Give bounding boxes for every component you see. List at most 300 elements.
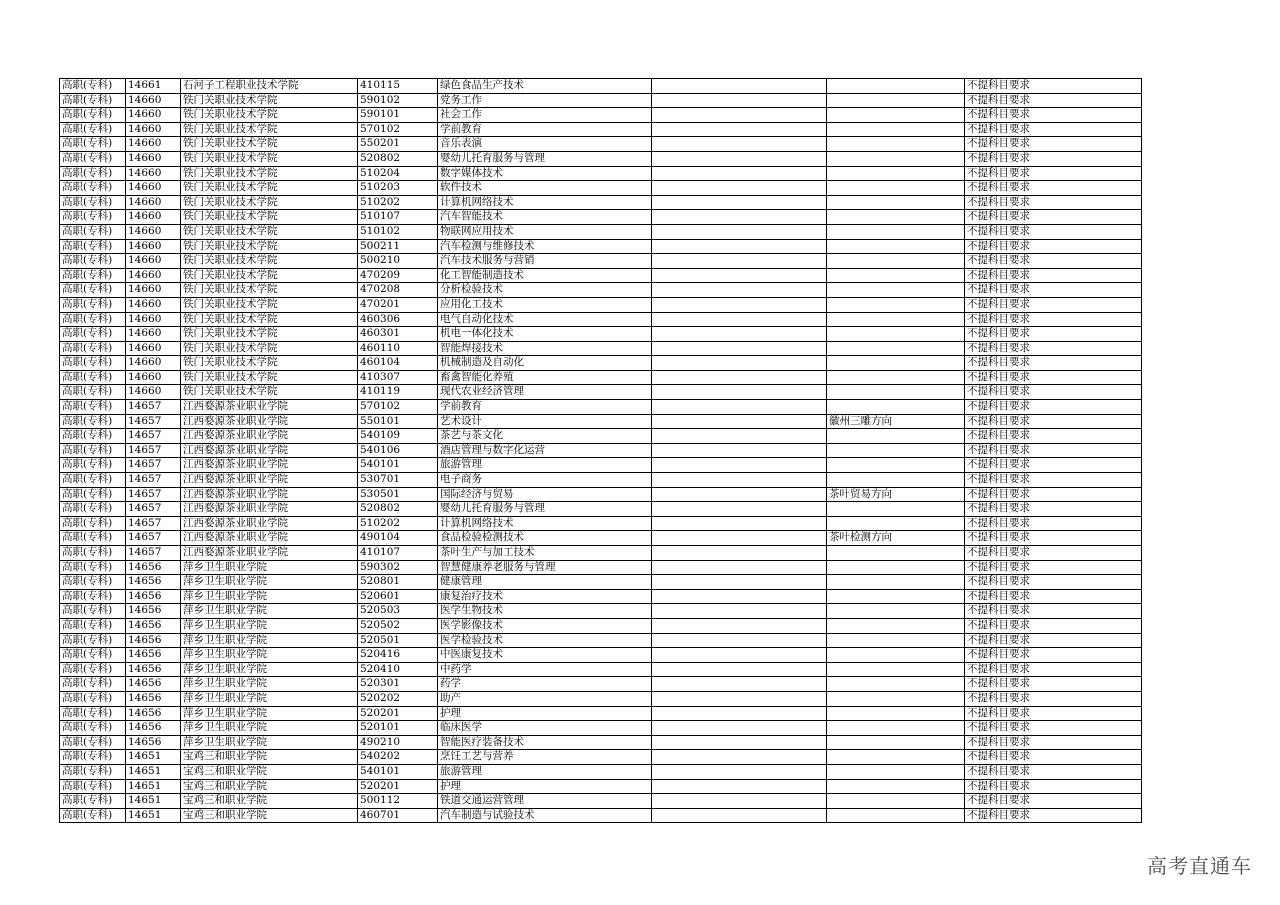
table-row [60,502,1142,517]
major-name-cell: 物联网应用技术 [438,224,652,239]
school-code-cell: 14660 [126,166,181,181]
table-body [60,79,1142,823]
school-code-cell: 14656 [126,662,181,677]
school-name-cell: 江西婺源茶业职业学院 [181,516,358,531]
subject-requirement-cell: 不提科目要求 [965,677,1142,692]
major-name-cell: 中医康复技术 [438,648,652,663]
direction-cell [827,764,965,779]
school-code-cell: 14660 [126,341,181,356]
subject-requirement-cell: 不提科目要求 [965,254,1142,269]
level-cell: 高职(专科) [60,356,126,371]
subject-requirement-cell: 不提科目要求 [965,443,1142,458]
direction-cell [827,691,965,706]
subject-requirement-cell: 不提科目要求 [965,108,1142,123]
subject-requirement-cell: 不提科目要求 [965,400,1142,415]
major-code-cell: 520601 [358,589,438,604]
school-name-cell: 铁门关职业技术学院 [181,254,358,269]
school-name-cell: 铁门关职业技术学院 [181,327,358,342]
school-name-cell: 江西婺源茶业职业学院 [181,502,358,517]
remark-cell [652,166,827,181]
level-cell: 高职(专科) [60,429,126,444]
school-code-cell: 14656 [126,735,181,750]
school-name-cell: 萍乡卫生职业学院 [181,633,358,648]
major-code-cell: 500112 [358,794,438,809]
school-code-cell: 14651 [126,764,181,779]
remark-cell [652,750,827,765]
major-name-cell: 机电一体化技术 [438,327,652,342]
major-code-cell: 540106 [358,443,438,458]
remark-cell [652,721,827,736]
table-row [60,735,1142,750]
subject-requirement-cell: 不提科目要求 [965,531,1142,546]
direction-cell [827,79,965,94]
table-row [60,341,1142,356]
school-name-cell: 铁门关职业技术学院 [181,195,358,210]
remark-cell [652,93,827,108]
major-code-cell: 530501 [358,487,438,502]
subject-requirement-cell: 不提科目要求 [965,589,1142,604]
major-code-cell: 540101 [358,458,438,473]
subject-requirement-cell: 不提科目要求 [965,312,1142,327]
school-code-cell: 14660 [126,195,181,210]
remark-cell [652,604,827,619]
direction-cell [827,516,965,531]
direction-cell [827,750,965,765]
direction-cell [827,254,965,269]
direction-cell [827,662,965,677]
level-cell: 高职(专科) [60,750,126,765]
major-name-cell: 临床医学 [438,721,652,736]
direction-cell [827,210,965,225]
school-name-cell: 江西婺源茶业职业学院 [181,546,358,561]
major-name-cell: 绿色食品生产技术 [438,79,652,94]
major-name-cell: 汽车技术服务与营销 [438,254,652,269]
remark-cell [652,764,827,779]
level-cell: 高职(专科) [60,370,126,385]
level-cell: 高职(专科) [60,735,126,750]
direction-cell [827,122,965,137]
school-code-cell: 14657 [126,531,181,546]
enrollment-table [59,78,1142,823]
direction-cell [827,195,965,210]
school-name-cell: 萍乡卫生职业学院 [181,706,358,721]
school-code-cell: 14651 [126,794,181,809]
table-row [60,604,1142,619]
level-cell: 高职(专科) [60,210,126,225]
remark-cell [652,224,827,239]
table-row [60,327,1142,342]
major-code-cell: 570102 [358,122,438,137]
school-name-cell: 萍乡卫生职业学院 [181,618,358,633]
school-code-cell: 14656 [126,706,181,721]
subject-requirement-cell: 不提科目要求 [965,618,1142,633]
direction-cell [827,297,965,312]
remark-cell [652,589,827,604]
direction-cell [827,779,965,794]
remark-cell [652,385,827,400]
level-cell: 高职(专科) [60,327,126,342]
level-cell: 高职(专科) [60,589,126,604]
remark-cell [652,370,827,385]
school-name-cell: 萍乡卫生职业学院 [181,677,358,692]
major-code-cell: 590302 [358,560,438,575]
table-row [60,546,1142,561]
level-cell: 高职(专科) [60,254,126,269]
remark-cell [652,210,827,225]
school-name-cell: 铁门关职业技术学院 [181,312,358,327]
level-cell: 高职(专科) [60,487,126,502]
major-name-cell: 软件技术 [438,181,652,196]
subject-requirement-cell: 不提科目要求 [965,750,1142,765]
major-code-cell: 520201 [358,706,438,721]
direction-cell [827,443,965,458]
subject-requirement-cell: 不提科目要求 [965,794,1142,809]
school-code-cell: 14660 [126,108,181,123]
school-name-cell: 铁门关职业技术学院 [181,370,358,385]
subject-requirement-cell: 不提科目要求 [965,691,1142,706]
major-name-cell: 旅游管理 [438,764,652,779]
remark-cell [652,546,827,561]
subject-requirement-cell: 不提科目要求 [965,662,1142,677]
school-name-cell: 宝鸡三和职业学院 [181,764,358,779]
direction-cell [827,546,965,561]
subject-requirement-cell: 不提科目要求 [965,560,1142,575]
remark-cell [652,151,827,166]
table-row [60,531,1142,546]
school-name-cell: 萍乡卫生职业学院 [181,604,358,619]
major-name-cell: 医学影像技术 [438,618,652,633]
major-code-cell: 540109 [358,429,438,444]
remark-cell [652,618,827,633]
major-code-cell: 460301 [358,327,438,342]
remark-cell [652,779,827,794]
school-name-cell: 铁门关职业技术学院 [181,122,358,137]
school-name-cell: 铁门关职业技术学院 [181,341,358,356]
remark-cell [652,458,827,473]
major-code-cell: 570102 [358,400,438,415]
subject-requirement-cell: 不提科目要求 [965,575,1142,590]
school-code-cell: 14657 [126,400,181,415]
major-name-cell: 汽车制造与试验技术 [438,808,652,823]
remark-cell [652,312,827,327]
direction-cell [827,400,965,415]
table-row [60,677,1142,692]
subject-requirement-cell: 不提科目要求 [965,370,1142,385]
level-cell: 高职(专科) [60,516,126,531]
major-code-cell: 500210 [358,254,438,269]
remark-cell [652,808,827,823]
school-code-cell: 14660 [126,151,181,166]
level-cell: 高职(专科) [60,633,126,648]
table-row [60,79,1142,94]
direction-cell [827,502,965,517]
remark-cell [652,691,827,706]
school-code-cell: 14660 [126,210,181,225]
subject-requirement-cell: 不提科目要求 [965,487,1142,502]
level-cell: 高职(专科) [60,560,126,575]
level-cell: 高职(专科) [60,122,126,137]
major-name-cell: 汽车检测与维修技术 [438,239,652,254]
remark-cell [652,662,827,677]
level-cell: 高职(专科) [60,648,126,663]
school-code-cell: 14660 [126,327,181,342]
major-name-cell: 智慧健康养老服务与管理 [438,560,652,575]
major-name-cell: 计算机网络技术 [438,195,652,210]
school-name-cell: 江西婺源茶业职业学院 [181,473,358,488]
table-row [60,706,1142,721]
subject-requirement-cell: 不提科目要求 [965,429,1142,444]
major-name-cell: 现代农业经济管理 [438,385,652,400]
remark-cell [652,356,827,371]
level-cell: 高职(专科) [60,443,126,458]
level-cell: 高职(专科) [60,706,126,721]
table-row [60,662,1142,677]
table-row [60,560,1142,575]
table-row [60,254,1142,269]
major-name-cell: 机械制造及自动化 [438,356,652,371]
table-row [60,721,1142,736]
major-name-cell: 茶艺与茶文化 [438,429,652,444]
school-code-cell: 14660 [126,122,181,137]
direction-cell [827,794,965,809]
level-cell: 高职(专科) [60,721,126,736]
level-cell: 高职(专科) [60,414,126,429]
major-name-cell: 护理 [438,779,652,794]
school-name-cell: 铁门关职业技术学院 [181,151,358,166]
major-code-cell: 510102 [358,224,438,239]
major-code-cell: 530701 [358,473,438,488]
direction-cell [827,604,965,619]
major-code-cell: 410119 [358,385,438,400]
school-name-cell: 江西婺源茶业职业学院 [181,487,358,502]
school-name-cell: 江西婺源茶业职业学院 [181,458,358,473]
table-row [60,633,1142,648]
major-code-cell: 470201 [358,297,438,312]
table-row [60,297,1142,312]
direction-cell [827,648,965,663]
school-code-cell: 14657 [126,414,181,429]
major-code-cell: 490210 [358,735,438,750]
subject-requirement-cell: 不提科目要求 [965,79,1142,94]
major-name-cell: 学前教育 [438,400,652,415]
subject-requirement-cell: 不提科目要求 [965,166,1142,181]
table-row [60,648,1142,663]
subject-requirement-cell: 不提科目要求 [965,721,1142,736]
major-name-cell: 烹饪工艺与营养 [438,750,652,765]
major-name-cell: 助产 [438,691,652,706]
major-code-cell: 410107 [358,546,438,561]
school-code-cell: 14657 [126,502,181,517]
school-name-cell: 铁门关职业技术学院 [181,224,358,239]
level-cell: 高职(专科) [60,297,126,312]
school-name-cell: 萍乡卫生职业学院 [181,575,358,590]
major-code-cell: 520410 [358,662,438,677]
major-code-cell: 520801 [358,575,438,590]
table-row [60,400,1142,415]
direction-cell [827,327,965,342]
school-code-cell: 14657 [126,458,181,473]
remark-cell [652,268,827,283]
direction-cell [827,385,965,400]
major-name-cell: 中药学 [438,662,652,677]
remark-cell [652,487,827,502]
school-name-cell: 萍乡卫生职业学院 [181,648,358,663]
subject-requirement-cell: 不提科目要求 [965,297,1142,312]
major-code-cell: 460306 [358,312,438,327]
school-name-cell: 铁门关职业技术学院 [181,268,358,283]
school-code-cell: 14656 [126,560,181,575]
subject-requirement-cell: 不提科目要求 [965,137,1142,152]
direction-cell [827,706,965,721]
school-name-cell: 萍乡卫生职业学院 [181,691,358,706]
school-name-cell: 江西婺源茶业职业学院 [181,400,358,415]
level-cell: 高职(专科) [60,151,126,166]
school-code-cell: 14660 [126,356,181,371]
remark-cell [652,531,827,546]
level-cell: 高职(专科) [60,458,126,473]
level-cell: 高职(专科) [60,662,126,677]
major-name-cell: 茶叶生产与加工技术 [438,546,652,561]
table-row [60,151,1142,166]
table-row [60,808,1142,823]
table-row [60,181,1142,196]
remark-cell [652,575,827,590]
school-name-cell: 铁门关职业技术学院 [181,283,358,298]
level-cell: 高职(专科) [60,137,126,152]
major-code-cell: 590101 [358,108,438,123]
school-name-cell: 萍乡卫生职业学院 [181,721,358,736]
remark-cell [652,283,827,298]
remark-cell [652,473,827,488]
remark-cell [652,560,827,575]
major-name-cell: 化工智能制造技术 [438,268,652,283]
subject-requirement-cell: 不提科目要求 [965,239,1142,254]
school-code-cell: 14660 [126,224,181,239]
table-row [60,779,1142,794]
major-code-cell: 410115 [358,79,438,94]
school-name-cell: 铁门关职业技术学院 [181,181,358,196]
level-cell: 高职(专科) [60,224,126,239]
major-name-cell: 婴幼儿托育服务与管理 [438,502,652,517]
level-cell: 高职(专科) [60,779,126,794]
school-code-cell: 14660 [126,385,181,400]
school-code-cell: 14660 [126,312,181,327]
remark-cell [652,254,827,269]
major-name-cell: 医学检验技术 [438,633,652,648]
major-name-cell: 食品检验检测技术 [438,531,652,546]
subject-requirement-cell: 不提科目要求 [965,181,1142,196]
school-name-cell: 江西婺源茶业职业学院 [181,414,358,429]
school-name-cell: 石河子工程职业技术学院 [181,79,358,94]
direction-cell [827,808,965,823]
major-name-cell: 铁道交通运营管理 [438,794,652,809]
major-code-cell: 470209 [358,268,438,283]
direction-cell [827,735,965,750]
school-name-cell: 铁门关职业技术学院 [181,385,358,400]
major-code-cell: 460110 [358,341,438,356]
school-code-cell: 14661 [126,79,181,94]
school-code-cell: 14660 [126,370,181,385]
level-cell: 高职(专科) [60,502,126,517]
remark-cell [652,137,827,152]
direction-cell [827,93,965,108]
major-name-cell: 婴幼儿托育服务与管理 [438,151,652,166]
school-code-cell: 14651 [126,779,181,794]
major-name-cell: 艺术设计 [438,414,652,429]
level-cell: 高职(专科) [60,546,126,561]
level-cell: 高职(专科) [60,808,126,823]
major-code-cell: 510202 [358,516,438,531]
school-name-cell: 铁门关职业技术学院 [181,297,358,312]
remark-cell [652,341,827,356]
table-row [60,443,1142,458]
major-code-cell: 510107 [358,210,438,225]
direction-cell [827,268,965,283]
remark-cell [652,327,827,342]
subject-requirement-cell: 不提科目要求 [965,122,1142,137]
major-code-cell: 520101 [358,721,438,736]
subject-requirement-cell: 不提科目要求 [965,224,1142,239]
major-name-cell: 电气自动化技术 [438,312,652,327]
major-name-cell: 党务工作 [438,93,652,108]
school-code-cell: 14660 [126,283,181,298]
school-code-cell: 14660 [126,137,181,152]
table-row [60,356,1142,371]
table-row [60,764,1142,779]
table-row [60,385,1142,400]
school-name-cell: 宝鸡三和职业学院 [181,808,358,823]
table-row [60,794,1142,809]
school-code-cell: 14657 [126,487,181,502]
level-cell: 高职(专科) [60,79,126,94]
major-name-cell: 数字媒体技术 [438,166,652,181]
subject-requirement-cell: 不提科目要求 [965,210,1142,225]
school-name-cell: 萍乡卫生职业学院 [181,589,358,604]
remark-cell [652,677,827,692]
table-row [60,312,1142,327]
remark-cell [652,516,827,531]
subject-requirement-cell: 不提科目要求 [965,195,1142,210]
table-row [60,268,1142,283]
level-cell: 高职(专科) [60,166,126,181]
level-cell: 高职(专科) [60,239,126,254]
subject-requirement-cell: 不提科目要求 [965,633,1142,648]
school-code-cell: 14657 [126,546,181,561]
major-name-cell: 智能医疗装备技术 [438,735,652,750]
school-name-cell: 江西婺源茶业职业学院 [181,429,358,444]
major-name-cell: 电子商务 [438,473,652,488]
table-row [60,750,1142,765]
school-name-cell: 江西婺源茶业职业学院 [181,531,358,546]
remark-cell [652,735,827,750]
table-row [60,166,1142,181]
table-row [60,429,1142,444]
level-cell: 高职(专科) [60,195,126,210]
table-row [60,224,1142,239]
level-cell: 高职(专科) [60,604,126,619]
major-code-cell: 520802 [358,502,438,517]
subject-requirement-cell: 不提科目要求 [965,356,1142,371]
level-cell: 高职(专科) [60,691,126,706]
major-code-cell: 540202 [358,750,438,765]
remark-cell [652,633,827,648]
major-name-cell: 分析检验技术 [438,283,652,298]
direction-cell [827,677,965,692]
major-name-cell: 旅游管理 [438,458,652,473]
major-name-cell: 健康管理 [438,575,652,590]
remark-cell [652,297,827,312]
direction-cell: 徽州三雕方向 [827,414,965,429]
